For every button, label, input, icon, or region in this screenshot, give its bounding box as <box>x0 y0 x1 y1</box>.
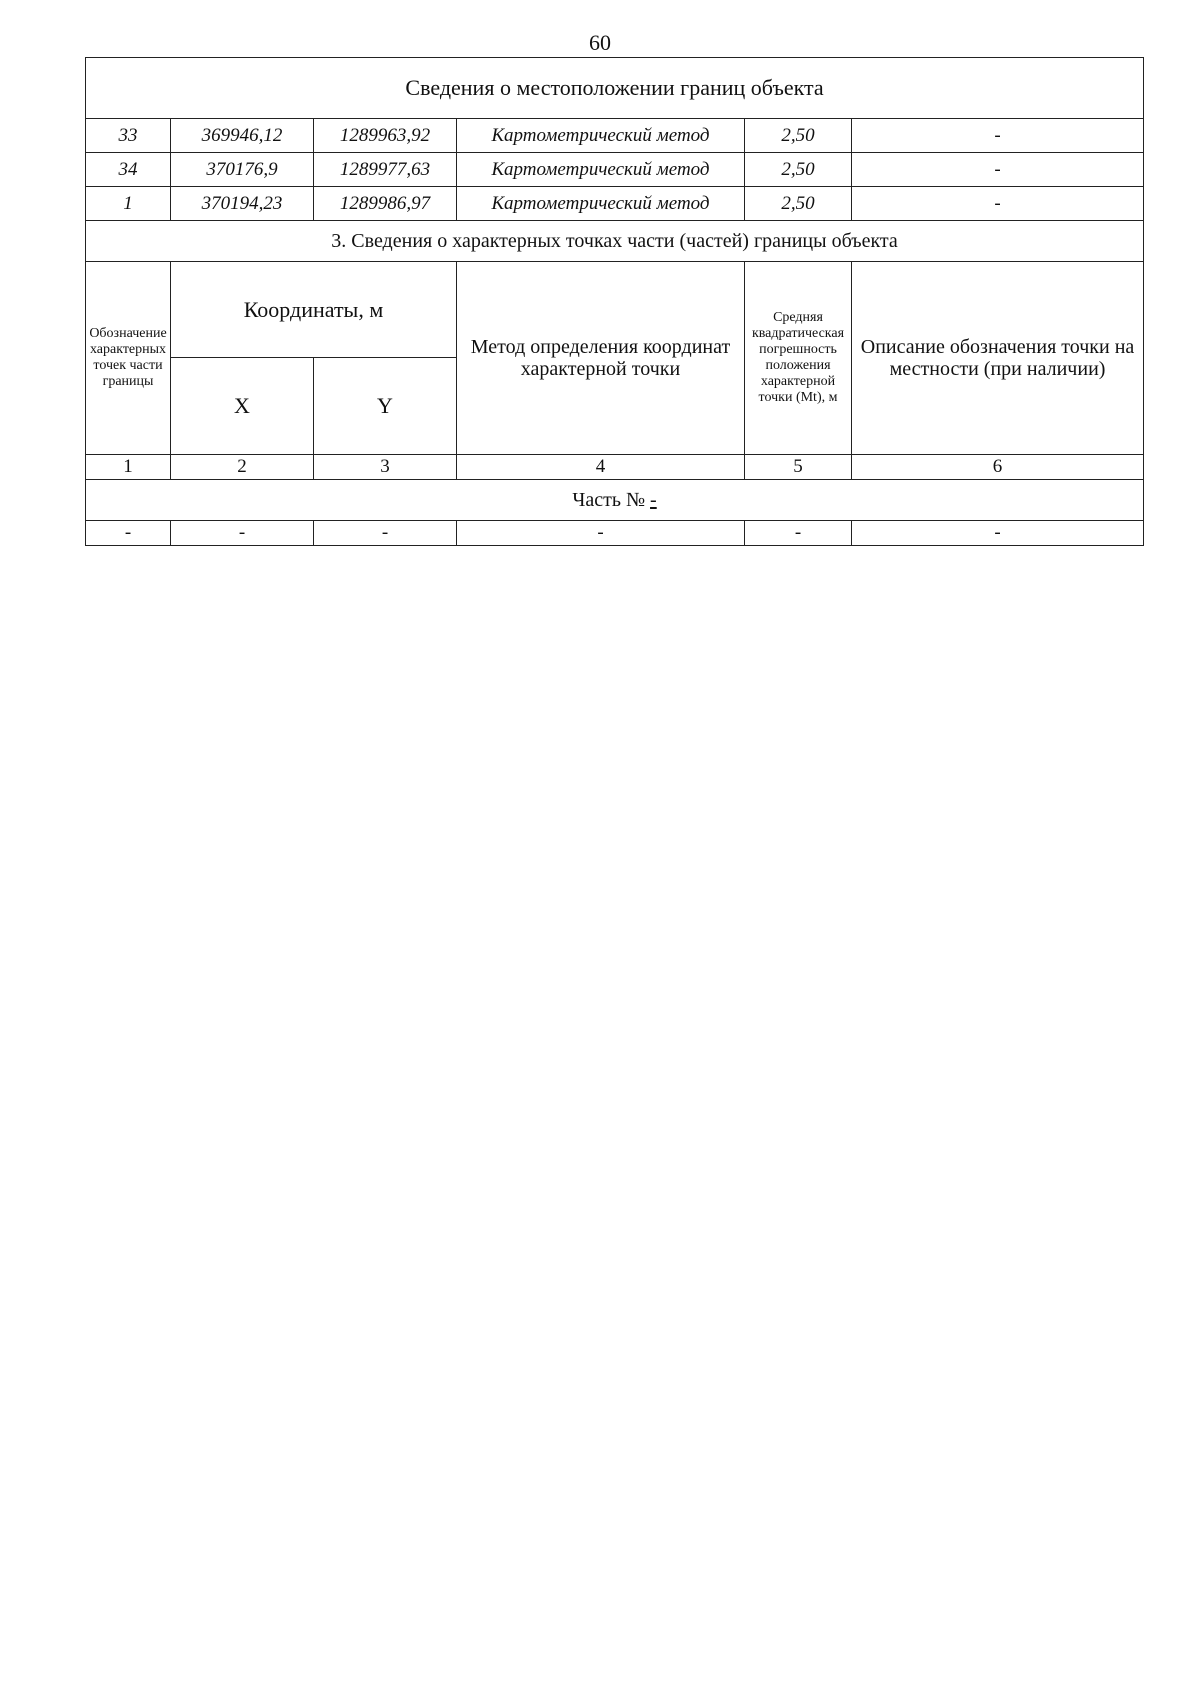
table-row <box>86 153 1144 187</box>
table-title-row <box>86 58 1144 119</box>
point-id: - <box>86 521 171 546</box>
header-description: Описание обозначения точки на местности (при наличии) <box>852 262 1144 455</box>
method: Картометрический метод <box>457 187 745 221</box>
table-row <box>86 187 1144 221</box>
header-coordinates: Координаты, м <box>171 262 457 358</box>
point-id: 33 <box>86 119 171 153</box>
mean-error: - <box>745 521 852 546</box>
mean-error: 2,50 <box>745 187 852 221</box>
column-number: 5 <box>745 455 852 480</box>
column-numbers-row <box>86 455 1144 480</box>
point-id: 1 <box>86 187 171 221</box>
column-number: 3 <box>314 455 457 480</box>
column-number: 6 <box>852 455 1144 480</box>
part-label: Часть № <box>572 488 651 511</box>
boundary-table <box>85 57 1144 546</box>
method: Картометрический метод <box>457 153 745 187</box>
method: Картометрический метод <box>457 119 745 153</box>
header-row-1 <box>86 262 1144 358</box>
part-row <box>86 480 1144 521</box>
method: - <box>457 521 745 546</box>
coord-y: - <box>314 521 457 546</box>
coord-x: 369946,12 <box>171 119 314 153</box>
coord-x: 370176,9 <box>171 153 314 187</box>
section-3-row <box>86 221 1144 262</box>
page-number: 60 <box>589 30 611 55</box>
point-id: 34 <box>86 153 171 187</box>
mean-error: 2,50 <box>745 119 852 153</box>
column-number: 1 <box>86 455 171 480</box>
header-x: X <box>171 358 314 455</box>
description: - <box>852 153 1144 187</box>
mean-error: 2,50 <box>745 153 852 187</box>
coord-y: 1289977,63 <box>314 153 457 187</box>
table-title: Сведения о местоположении границ объекта <box>86 58 1144 119</box>
description: - <box>852 521 1144 546</box>
header-mean-error: Средняя квадратическая погрешность положения характерной точки (Mt), м <box>745 262 852 455</box>
description: - <box>852 119 1144 153</box>
description: - <box>852 187 1144 221</box>
column-number: 2 <box>171 455 314 480</box>
coord-x: - <box>171 521 314 546</box>
table-row <box>86 521 1144 546</box>
section-3-title: 3. Сведения о характерных точках части (частей) границы объекта <box>86 221 1144 262</box>
header-method: Метод определения координат характерной точки <box>457 262 745 455</box>
part-label-cell <box>86 480 1144 521</box>
table-row <box>86 119 1144 153</box>
coord-x: 370194,23 <box>171 187 314 221</box>
coord-y: 1289963,92 <box>314 119 457 153</box>
header-point-designation: Обозначение характерных точек части границы <box>86 262 171 455</box>
header-y: Y <box>314 358 457 455</box>
part-value: - <box>650 488 657 511</box>
coord-y: 1289986,97 <box>314 187 457 221</box>
column-number: 4 <box>457 455 745 480</box>
